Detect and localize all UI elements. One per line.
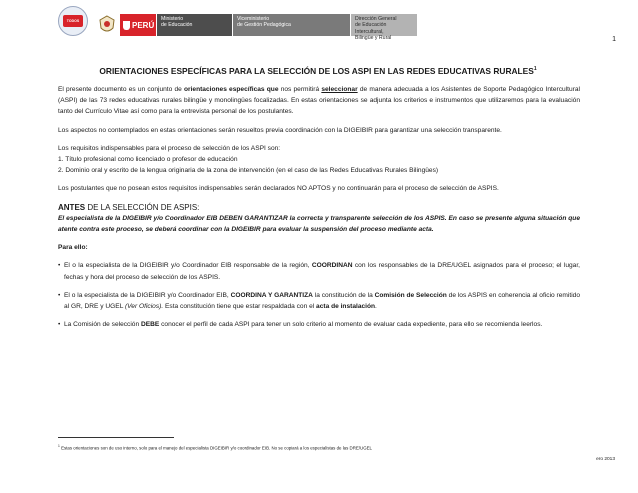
- peru-label: PERÚ: [132, 20, 155, 30]
- bullet-run: de los ASPIS en coherencia al oficio remitido al GR, DRE y UGEL: [64, 291, 580, 311]
- bullet-item: [58, 290, 580, 312]
- footnote-number: 1: [58, 444, 60, 448]
- ministry-band: [157, 14, 232, 36]
- document-date: ero 2013: [596, 457, 615, 462]
- intro-paragraph: [58, 84, 580, 118]
- bullet-dot: •: [58, 262, 61, 270]
- bullet-item: [58, 260, 580, 282]
- bullet-bold: Comisión de Selección: [374, 291, 447, 299]
- campaign-logo-text: TODOS: [63, 15, 83, 27]
- ministry-line: Ministerio: [161, 16, 184, 22]
- bullet-run: la constitución de la: [312, 291, 375, 299]
- intro-text: de manera adecuada a los Asistentes de Soporte Pedagógico Intercultural (ASPI) de las 73 redes educativas rurales bilingüe y monolingües focalizadas. En estas orientaciones se adjunta los criterios e instrumentos que utilizaremos para la evaluación tanto del Currículo Vitae así como para la entrevista personal de los postulantes.: [58, 86, 580, 116]
- bullet-bold: acta de instalación: [316, 303, 376, 311]
- document-body: [58, 84, 580, 330]
- para-ello-label: [58, 242, 580, 253]
- not-apt-paragraph: Los postulantes que no posean estos requisitos indispensables serán declarados NO APTOS y no continuarán para el proceso de selección de ASPIS.: [58, 185, 499, 193]
- bullet-bold: COORDINA Y GARANTIZA: [230, 291, 313, 299]
- document-title-text: ORIENTACIONES ESPECÍFICAS PARA LA SELECCIÓN DE LOS ASPI EN LAS REDES EDUCATIVAS RURALES: [99, 66, 534, 76]
- specialist-note: [58, 213, 580, 235]
- aspects-paragraph: Los aspectos no contemplados en estas orientaciones serán resueltos previa coordinación con la DIGEIBIR para garantizar una selección transparente.: [58, 126, 502, 134]
- vice-ministry-line: Viceministerio: [237, 16, 270, 22]
- bullet-run: .: [375, 303, 377, 311]
- peru-shield-icon: [123, 21, 130, 30]
- vice-ministry-band: [233, 14, 350, 36]
- intro-underline: seleccionar: [321, 86, 358, 93]
- footnote: [58, 444, 372, 450]
- intro-bold: orientaciones específicas que: [183, 86, 279, 93]
- before-rest: DE LA SELECCIÓN DE ASPIS:: [85, 202, 200, 212]
- bullet-run: La Comisión de selección: [64, 321, 141, 329]
- directorate-line: de Educación Intercultural,: [355, 22, 387, 35]
- bullet-run: El o la especialista de la DIGEIBIR y/o Coordinador EIB,: [64, 291, 231, 299]
- specialist-note-text: El especialista de la DIGEIBIR y/o Coordinador EIB DEBEN GARANTIZAR la correcta y transparente selección de los ASPIS. En caso se presente alguna situación que atente contra este proceso, se deberá coordinar con la DIGEIBIR para evaluar la suspensión del proceso mediante acta.: [58, 214, 580, 234]
- para-ello-text: Para ello:: [58, 244, 88, 252]
- footnote-divider: [58, 437, 174, 438]
- national-seal-icon: [98, 15, 116, 35]
- page-number: 1: [612, 36, 616, 43]
- bullet-text: [64, 260, 580, 282]
- campaign-logo: [58, 6, 88, 36]
- peru-brand-band: [120, 14, 156, 36]
- document-header: [58, 6, 618, 48]
- before-heading: [58, 202, 580, 213]
- bullet-item: [58, 319, 580, 330]
- footnote-text: Estas orientaciones son de uso interno, solo para el manejo del especialista DIGEIBIR y/o coordinador EIB. No se copiará a los especialistas de las DRE/UGEL: [59, 445, 372, 451]
- requirements-lead: Los requisitos indispensables para el proceso de selección de los ASPI son:: [58, 144, 281, 152]
- bullet-run: con los responsables de la DRE/UGEL asignados para el proceso; el lugar, fechas y hora del proceso de selección de los ASPIS.: [64, 262, 580, 281]
- requirement-item: 2. Dominio oral y escrito de la lengua originaria de la zona de intervención (en el caso de las Redes Educativas Rurales Bilingües): [58, 167, 439, 175]
- bullet-italic: (Ver Oficios).: [124, 303, 164, 311]
- bullet-text: [64, 319, 580, 330]
- bullet-bold: DEBE: [140, 321, 160, 329]
- vice-ministry-line: de Gestión Pedagógica: [237, 22, 291, 29]
- bullet-dot: •: [58, 321, 61, 329]
- bullet-run: conocer el perfil de cada ASPI para tener un solo criterio al momento de evaluar cada expediente, para ello se recomienda leerlos.: [159, 321, 543, 329]
- directorate-line: Bilingüe y Rural: [355, 34, 392, 41]
- intro-text: nos permitirá: [278, 86, 322, 93]
- directorate-line: Dirección General: [355, 16, 397, 22]
- bullet-run: El o la especialista de la DIGEIBIR y/o Coordinador EIB responsable de la región,: [64, 262, 312, 270]
- title-footnote-ref: 1: [533, 66, 537, 73]
- bullet-dot: •: [58, 291, 61, 299]
- ministry-line: de Educación: [161, 22, 193, 29]
- directorate-band: [351, 14, 417, 41]
- bullet-run: Esta constitución tiene que estar respaldada con el: [163, 303, 317, 311]
- before-strong: ANTES: [58, 202, 86, 212]
- bullet-bold: COORDINAN: [311, 262, 353, 270]
- bullet-text: [64, 290, 580, 312]
- requirement-item: 1. Título profesional como licenciado o profesor de educación: [58, 156, 238, 164]
- intro-text: El presente documento es un conjunto de: [58, 86, 184, 93]
- document-title: [58, 66, 578, 76]
